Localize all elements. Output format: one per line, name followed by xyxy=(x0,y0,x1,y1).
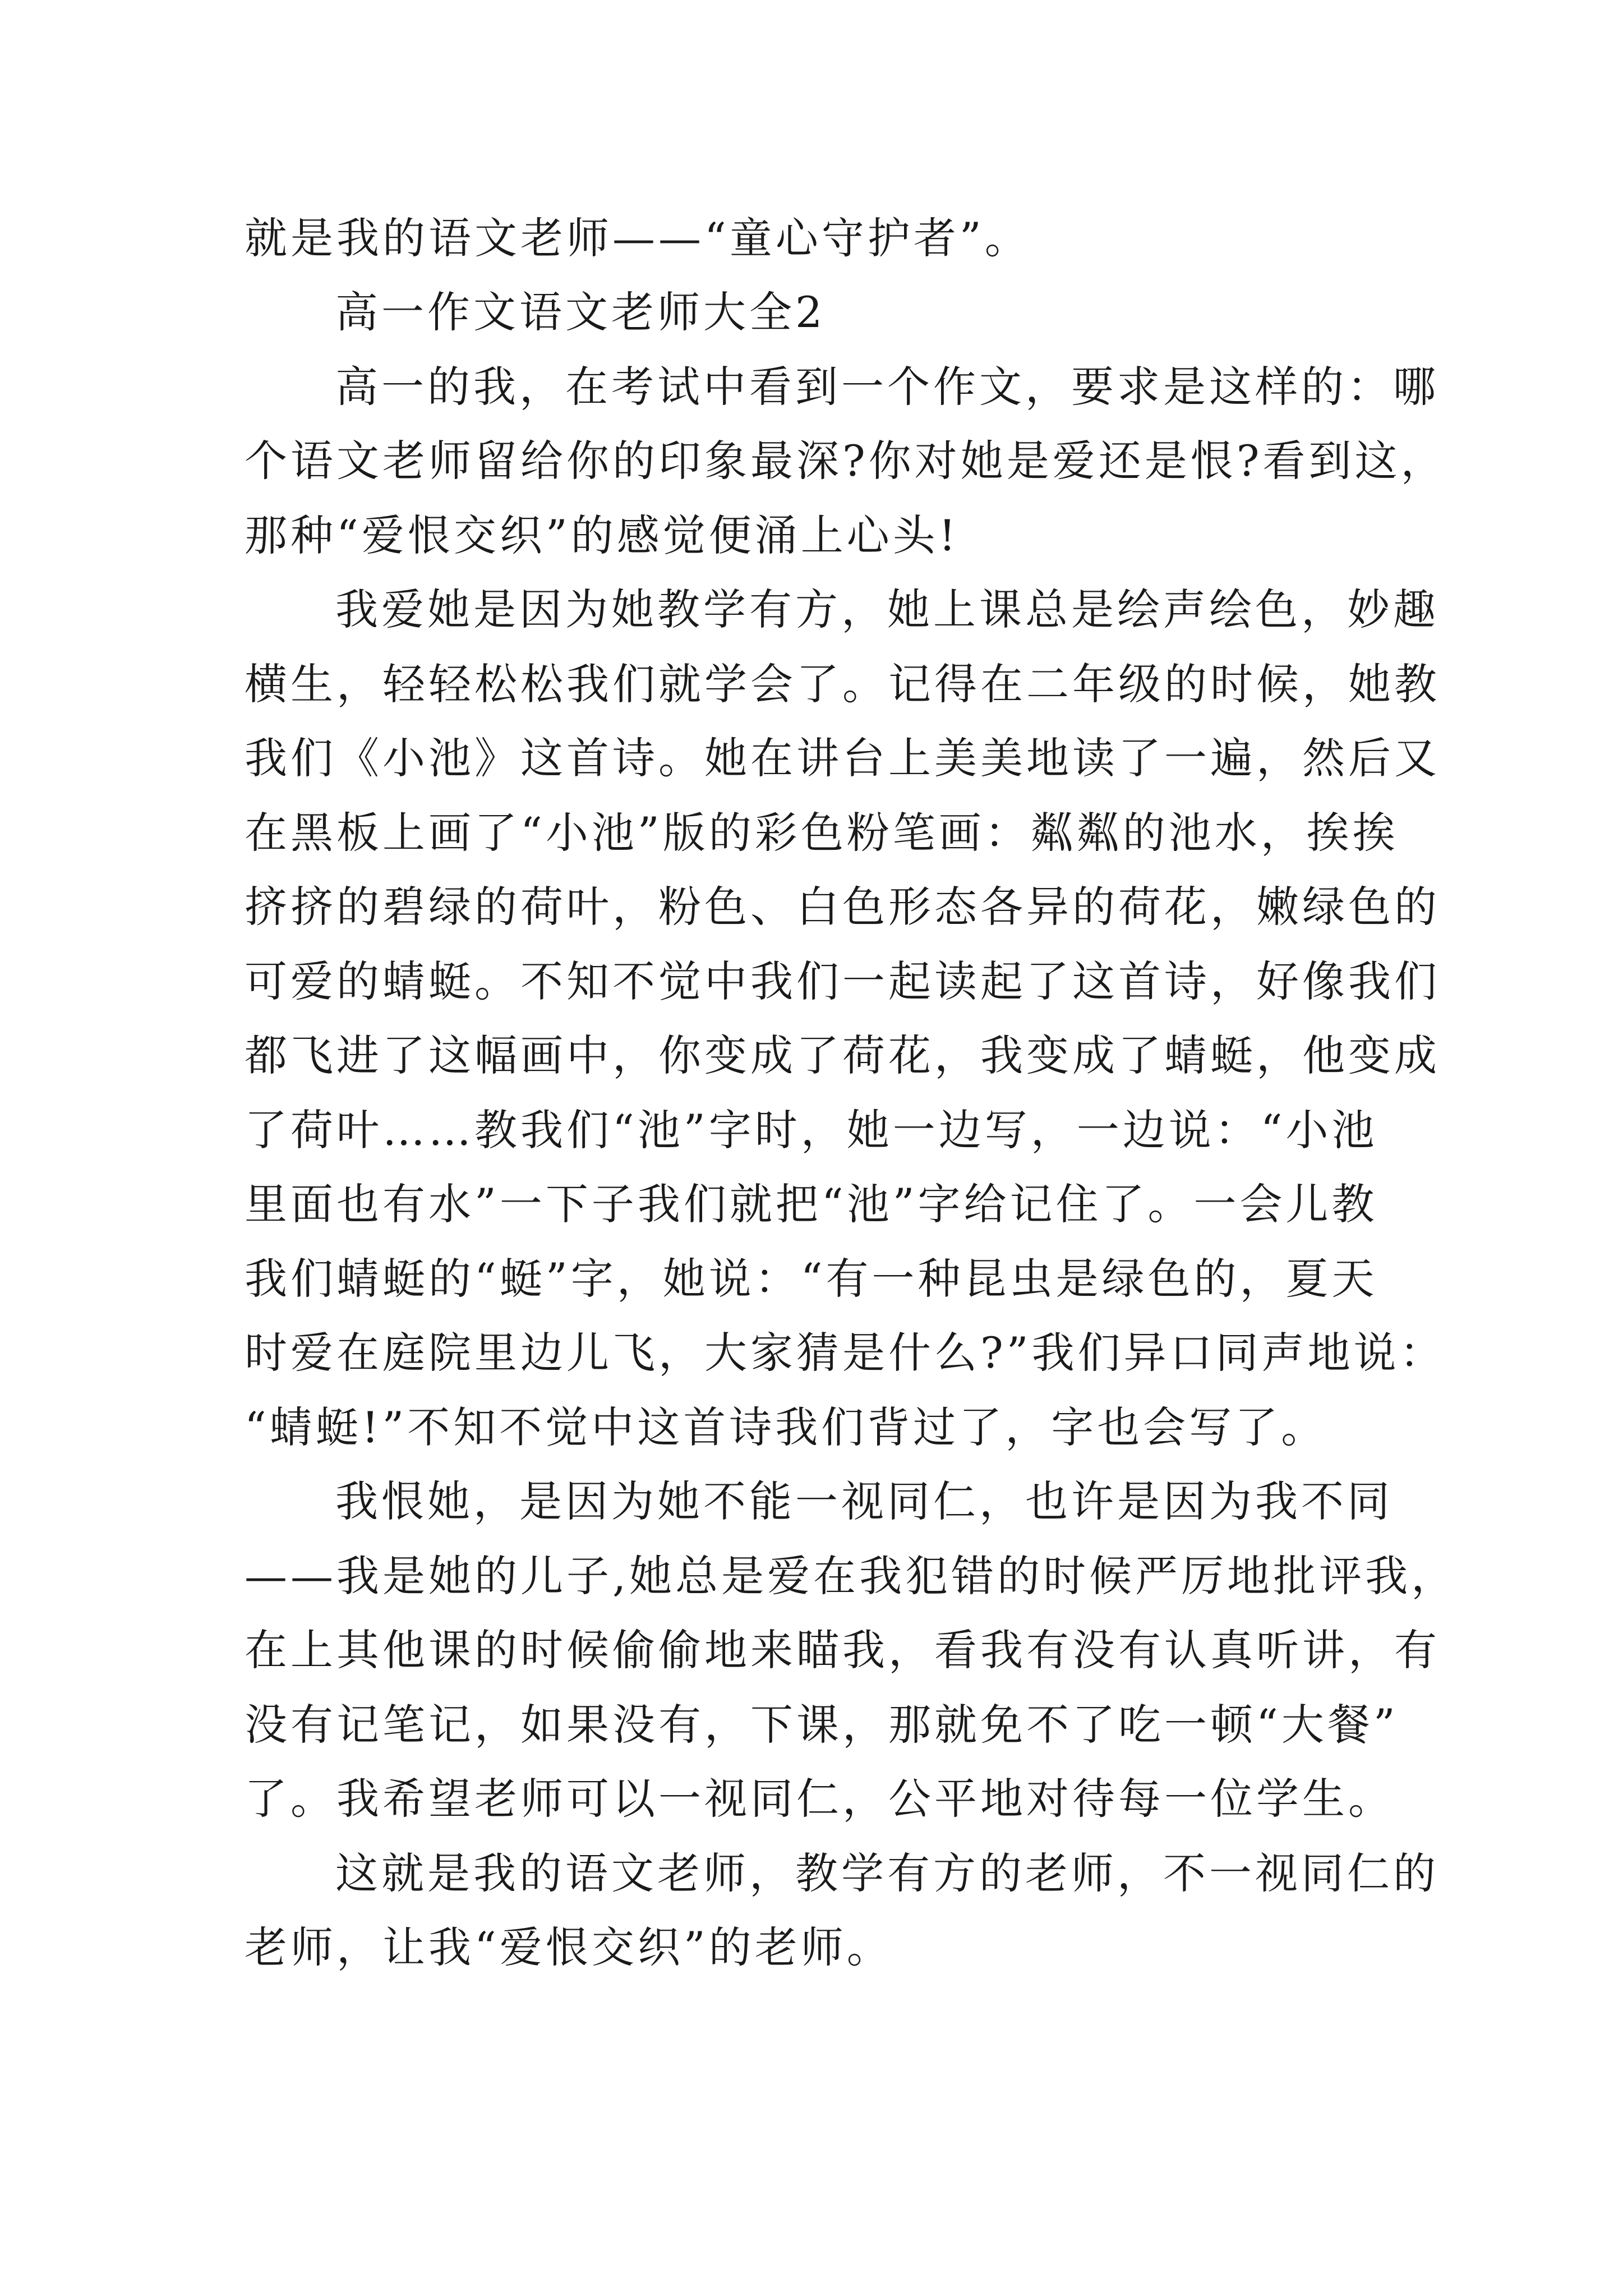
text-line: 那种“爱恨交织”的感觉便涌上心头! xyxy=(245,510,960,560)
text-line: 没有记笔记，如果没有，下课，那就免不了吃一顿“大餐” xyxy=(245,1700,1399,1750)
text-line: 高一的我，在考试中看到一个作文，要求是这样的：哪 xyxy=(335,362,1439,412)
text-line: 我们蜻蜓的“蜓”字，她说：“有一种昆虫是绿色的，夏天 xyxy=(245,1254,1378,1304)
text-line: 里面也有水”一下子我们就把“池”字给记住了。一会儿教 xyxy=(245,1179,1378,1229)
text-line: 老师，让我“爱恨交织”的老师。 xyxy=(245,1922,893,1972)
text-line: 横生，轻轻松松我们就学会了。记得在二年级的时候，她教 xyxy=(245,659,1440,709)
text-line: 可爱的蜻蜓。不知不觉中我们一起读起了这首诗，好像我们 xyxy=(245,956,1440,1006)
section-title: 高一作文语文老师大全2 xyxy=(335,287,826,337)
text-line: 在上其他课的时候偷偷地来瞄我，看我有没有认真听讲，有 xyxy=(245,1625,1440,1675)
text-line: 我恨她，是因为她不能一视同仁，也许是因为我不同 xyxy=(335,1476,1393,1526)
text-line: 这就是我的语文老师，教学有方的老师，不一视同仁的 xyxy=(335,1848,1439,1898)
text-line: “蜻蜓!”不知不觉中这首诗我们背过了，字也会写了。 xyxy=(245,1402,1327,1452)
text-line: 就是我的语文老师——“童心守护者”。 xyxy=(245,213,1031,263)
text-line: 都飞进了这幅画中，你变成了荷花，我变成了蜻蜓，他变成 xyxy=(245,1030,1440,1080)
text-line: 我们《小池》这首诗。她在讲台上美美地读了一遍，然后又 xyxy=(245,733,1440,783)
text-line: 了荷叶……教我们“池”字时，她一边写，一边说：“小池 xyxy=(245,1105,1378,1155)
text-line: 在黑板上画了“小池”版的彩色粉笔画：粼粼的池水，挨挨 xyxy=(245,808,1399,858)
text-line: ——我是她的儿子,她总是爱在我犯错的时候严厉地批评我， xyxy=(245,1551,1458,1601)
text-line: 了。我希望老师可以一视同仁，公平地对待每一位学生。 xyxy=(245,1774,1394,1824)
text-line: 挤挤的碧绿的荷叶，粉色、白色形态各异的荷花，嫩绿色的 xyxy=(245,882,1440,932)
text-line: 我爱她是因为她教学有方，她上课总是绘声绘色，妙趣 xyxy=(335,585,1439,634)
text-line: 时爱在庭院里边儿飞，大家猜是什么?”我们异口同声地说： xyxy=(245,1328,1446,1378)
text-line: 个语文老师留给你的印象最深?你对她是爱还是恨?看到这， xyxy=(245,436,1447,486)
